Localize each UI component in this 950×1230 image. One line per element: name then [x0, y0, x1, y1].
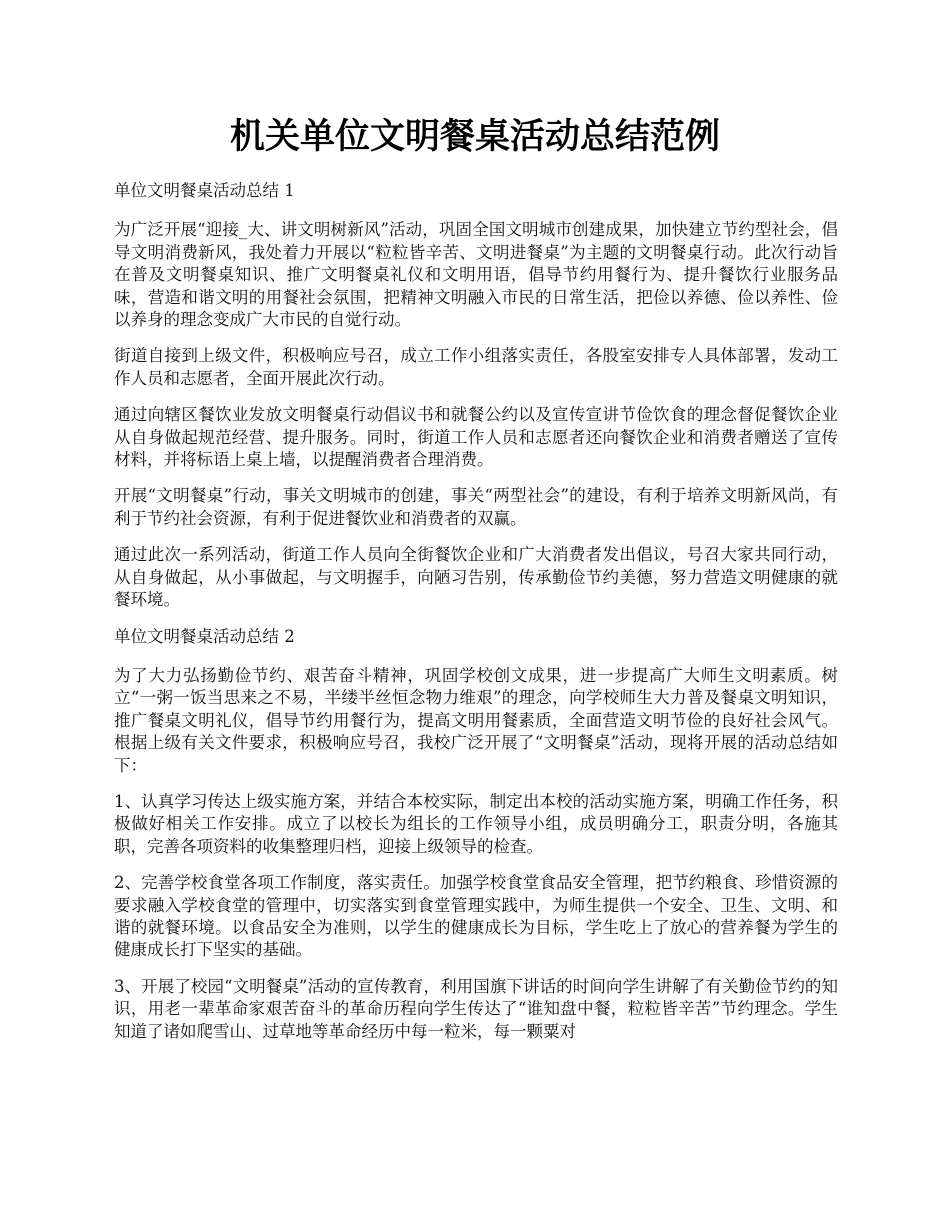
- section-1-paragraph-4: 开展“文明餐桌”行动，事关文明城市的创建，事关“两型社会”的建设，有利于培养文明新风尚，有利于节约社会资源，有利于促进餐饮业和消费者的双赢。: [114, 486, 838, 528]
- section-2-paragraph-3: 2、完善学校食堂各项工作制度，落实责任。加强学校食堂食品安全管理，把节约粮食、珍惜资源的要求融入学校食堂的管理中，切实落实到食堂管理实践中，为师生提供一个安全、卫生、文明、和谐的就餐环境。以食品安全为准则，以学生的健康成长为目标，学生吃上了放心的营养餐为学生的健康成长打下坚实的基础。: [114, 873, 838, 960]
- section-1-paragraph-1: 为广泛开展“迎接_大、讲文明树新风”活动，巩固全国文明城市创建成果，加快建立节约型社会，倡导文明消费新风，我处着力开展以“粒粒皆辛苦、文明进餐桌”为主题的文明餐桌行动。此次行动旨在普及文明餐桌知识、推广文明餐桌礼仪和文明用语，倡导节约用餐行为、提升餐饮行业服务品味，营造和谐文明的用餐社会氛围，把精神文明融入市民的日常生活，把俭以养德、俭以养性、俭以养身的理念变成广大市民的自觉行动。: [114, 220, 838, 330]
- section-2-paragraph-4: 3、开展了校园“文明餐桌”活动的宣传教育，利用国旗下讲话的时间向学生讲解了有关勤俭节约的知识，用老一辈革命家艰苦奋斗的革命历程向学生传达了“谁知盘中餐，粒粒皆辛苦”节约理念。学生知道了诸如爬雪山、过草地等革命经历中每一粒米，每一颗粟对: [114, 976, 838, 1041]
- section-1-paragraph-3: 通过向辖区餐饮业发放文明餐桌行动倡议书和就餐公约以及宣传宣讲节俭饮食的理念督促餐饮企业从自身做起规范经营、提升服务。同时，街道工作人员和志愿者还向餐饮企业和消费者赠送了宣传材料，并将标语上桌上墙，以提醒消费者合理消费。: [114, 405, 838, 470]
- section-2-paragraph-2: 1、认真学习传达上级实施方案，并结合本校实际，制定出本校的活动实施方案，明确工作任务，积极做好相关工作安排。成立了以校长为组长的工作领导小组，成员明确分工，职责分明，各施其职，完善各项资料的收集整理归档，迎接上级领导的检查。: [114, 791, 838, 856]
- section-1-heading: 单位文明餐桌活动总结 1: [114, 181, 295, 200]
- section-2-paragraph-1: 为了大力弘扬勤俭节约、艰苦奋斗精神，巩固学校创文成果，进一步提高广大师生文明素质。树立“一粥一饭当思来之不易，半缕半丝恒念物力维艰”的理念，向学校师生大力普及餐桌文明知识，推广餐桌文明礼仪，倡导节约用餐行为，提高文明用餐素质，全面营造文明节俭的良好社会风气。根据上级有关文件要求，积极响应号召，我校广泛开展了“文明餐桌”活动，现将开展的活动总结如下：: [114, 665, 838, 775]
- document-title: 机关单位文明餐桌活动总结范例: [229, 116, 720, 157]
- document-body: [114, 180, 838, 1057]
- section-2-heading: 单位文明餐桌活动总结 2: [114, 626, 295, 646]
- section-1-paragraph-5: 通过此次一系列活动，街道工作人员向全街餐饮企业和广大消费者发出倡议，号召大家共同行动，从自身做起，从小事做起，与文明握手，向陋习告别，传承勤俭节约美德，努力营造文明健康的就餐环境。: [114, 545, 838, 610]
- section-1-paragraph-2: 街道自接到上级文件，积极响应号召，成立工作小组落实责任，各股室安排专人具体部署，发动工作人员和志愿者，全面开展此次行动。: [114, 346, 838, 388]
